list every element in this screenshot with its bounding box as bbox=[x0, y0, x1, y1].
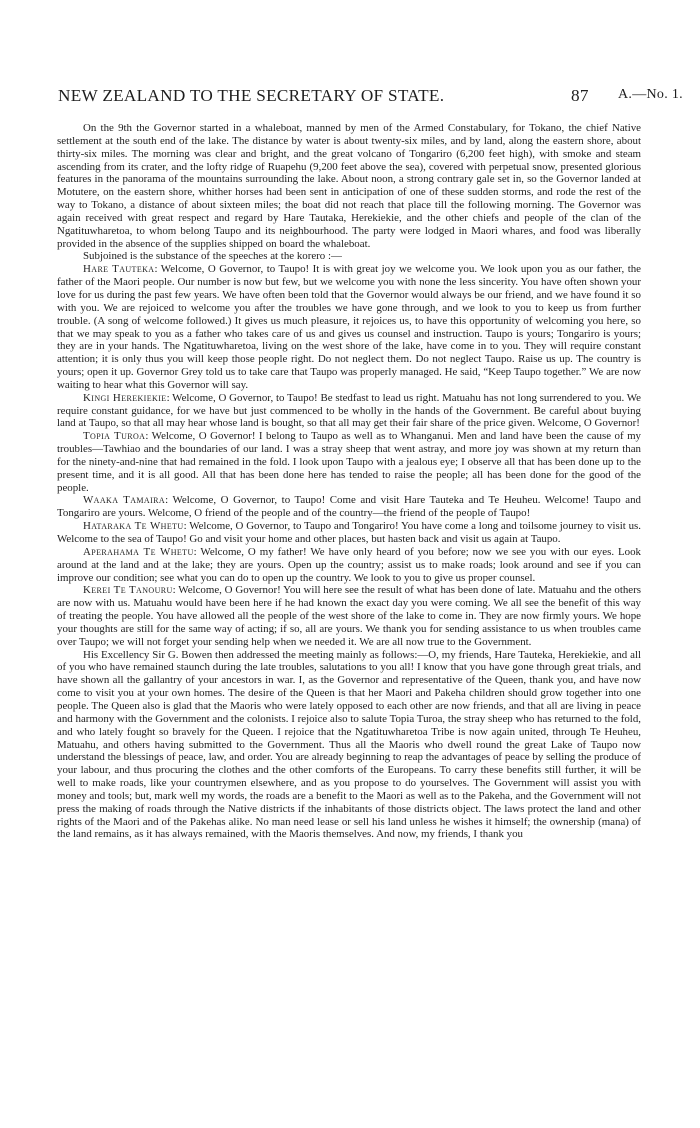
speech-text: : Welcome, O Governor, to Taupo! Come and visit Hare Tauteka and Te Heuheu. Welcome! Taupo and Tongariro are yours. Welcome, O friend of the people and of the country—the friend of the people of Taupo! bbox=[57, 494, 642, 520]
speaker-name: Hataraka Te Whetu bbox=[83, 520, 184, 533]
speech-hataraka-te-whetu bbox=[57, 520, 641, 546]
speech-text: : Welcome, O Governor! You will here see the result of what has been done of late. Matuahu and the others are now with us. Matuahu would have been here if he had known the exact day you were coming. We all see the benefit of this way of treating the people. You have allowed all the people of the west shore of the lake to come in. They are now firmly yours. We hope your thoughts are still for the same way of acting; if so, all are yours. We thank you for sending assistance to us when troubles came over Taupo; we will not forget your sending help when we needed it. We are all now true to the Government. bbox=[57, 584, 641, 648]
speech-text: : Welcome, O Governor, to Taupo! It is with great joy we welcome you. We look upon you as our father, the father of the Maori people. Our number is now but few, but we welcome you with none the less sincerity. You have often shown your love for us during the past few years. We have often been told that the Governor would always be our friend, and we have found it so with you. We are rejoiced to welcome you after the troubles we have gone through, and we look to you to keep us from further trouble. (A song of welcome followed.) It gives us much pleasure, it rejoices us, to have this opportunity of welcoming you here, so that we may speak to you as a father who takes care of us and gives us counsel and instruction. Taupo is yours; Tongariro is yours; they are in your hands. The Ngatituwharetoa, living on the west shore of the lake, have come in to you. They will require constant attention; it is only thus you will keep those people right. Do not neglect them. Do not neglect Taupo. Raise us up. The country is yours; open it up. Governor Grey told us to take care that Taupo was properly managed. He said, “Keep Taupo together.” We are now waiting to hear what this Governor will say. bbox=[57, 263, 642, 391]
speaker-name: Hare Tauteka bbox=[83, 263, 155, 276]
speech-waaka-tamaira bbox=[57, 494, 641, 520]
speaker-name: Kerei Te Tanouru bbox=[83, 584, 173, 597]
speaker-name: Aperahama Te Whetu bbox=[83, 545, 194, 558]
speech-text: : Welcome, O Governor, to Taupo and Tongariro! You have come a long and toilsome journey to visit us. Welcome to the sea of Taupo! Go and visit your home and other places, but hasten back and visit us again at Taupo. bbox=[57, 520, 641, 545]
page-header bbox=[58, 86, 683, 110]
speech-kerei-te-tanouru bbox=[57, 584, 641, 648]
speaker-name: Kingi Herekiekie bbox=[83, 391, 167, 404]
running-title: NEW ZEALAND TO THE SECRETARY OF STATE. bbox=[58, 86, 445, 105]
speech-aperahama-te-whetu bbox=[57, 546, 641, 585]
paragraph-text: Subjoined is the substance of the speeches at the korero :— bbox=[83, 250, 342, 263]
paragraph-text: His Excellency Sir G. Bowen then addressed the meeting mainly as follows:—O, my friends, Hare Tauteka, Herekiekie, and all of you who have remained staunch during the late troubles, salutations to you all! I know that you have gone through great trials, and have shown all the gallantry of your ancestors in war. I, as the Governor and representative of the Queen, thank you, and have now come to visit you at your own homes. The desire of the Queen is that her Maori and Pakeha children should grow together into one people. The Queen also is glad that the Maoris who were lately opposed to each other are now friends, and that all are living in peace and harmony with the Government and the colonists. I rejoice also to salute Topia Turoa, the stray sheep who has returned to the fold, and who lately fought so bravely for the Queen. I rejoice that the Ngatituwharetoa Tribe is now again united, through Te Heuheu, Matuahu, and others having submitted to the Government. Thus all the Maoris who dwell round the great Lake of Taupo now understand the blessings of peace, law, and order. You are already beginning to reap the advantages of peace by selling the produce of your labour, and thus procuring the clothes and the other comforts of the Europeans. To carry these benefits still further, it will be well to make roads, like your countrymen elsewhere, and as you propose to do yourselves. The Government will assist you with money and tools; but, mark well my words, the roads are a benefit to the Maori as well as to the Pakeha, and the Government will not press the making of roads through the Native districts if the inhabitants of those districts object. The laws protect the land and other rights of the Maori and of the Pakehas alike. No man need lease or sell his land unless he wishes it himself; the ownership (mana) of the land remains, as it has always remained, with the Maoris themselves. And now, my friends, I thank you bbox=[57, 648, 641, 841]
speech-text: : Welcome, O my father! We have only heard of you before; now we see you with our eyes. Look around at the land and at the lake; they are yours. Open up the country; assist us to make roads; look around and see if you can improve our condition; see what you can do to open up the country. We look to you to give us proper counsel. bbox=[57, 545, 641, 584]
body-text bbox=[57, 122, 641, 841]
speech-topia-turoa bbox=[57, 430, 641, 494]
paragraph-governor-address bbox=[57, 649, 641, 842]
paragraph-text: On the 9th the Governor started in a whaleboat, manned by men of the Armed Constabulary, for Tokano, the chief Native settlement at the south end of the lake. The distance by water is about twenty-six miles, and by land, along the eastern shore, about thirty-six miles. The morning was clear and bright, and the great volcano of Tongariro (6,200 feet high), with smoke and steam ascending from its crater, and the lofty ridge of Ruapehu (9,200 feet above the sea), covered with perpetual snow, presented glorious features in the panorama of the mountains surrounding the lake. About noon, a strong contrary gale set in, so the Governor landed at Motutere, on the eastern shore, whither horses had been sent in anticipation of one of these sudden storms, and rode the rest of the way to Tokano, a distance of about sixteen miles; the boat did not reach that place till the following morning. The Governor was again received with great respect and regard by Hare Tautaka, Herekiekie, and the other chiefs and people of the clan of the Ngatituwharetoa, to whom belong Taupo and its neighbourhood. The party were lodged in Maori whares, and food was liberally provided in the absence of the supplies shipped on board the whaleboat. bbox=[57, 122, 641, 250]
speaker-name: Topia Turoa bbox=[83, 430, 146, 443]
speech-text: : Welcome, O Governor, to Taupo! Be stedfast to lead us right. Matuahu has not long surrendered to you. We require constant guidance, for we have but just commenced to be wholly in the hands of the Government. Be careful about buying land at Taupo, so that all may hear whose land is bought, so that all may get their fair share of the price given. Welcome, O Governor! bbox=[57, 391, 641, 430]
speech-kingi-herekiekie bbox=[57, 392, 641, 431]
speaker-name: Waaka Tamaira bbox=[83, 494, 166, 507]
page-number: 87 bbox=[571, 86, 589, 105]
speech-hare-tauteka bbox=[57, 263, 641, 391]
paragraph-journey bbox=[57, 122, 641, 250]
speech-text: : Welcome, O Governor! I belong to Taupo as well as to Whanganui. Men and land have been the cause of my troubles—Tawhiao and the boundaries of our land. I was a stray sheep that went astray, and more joy was shown at my return than for the ninety-and-nine that had remained in the fold. I look upon Taupo with a jealous eye; I observe all that has been done up to the present time, and it is all good. All that has been done here has tended to raise the people; all has been done for the good of the people. bbox=[57, 430, 641, 494]
paragraph-korero-intro bbox=[57, 250, 641, 263]
document-reference: A.—No. 1. bbox=[618, 87, 683, 102]
